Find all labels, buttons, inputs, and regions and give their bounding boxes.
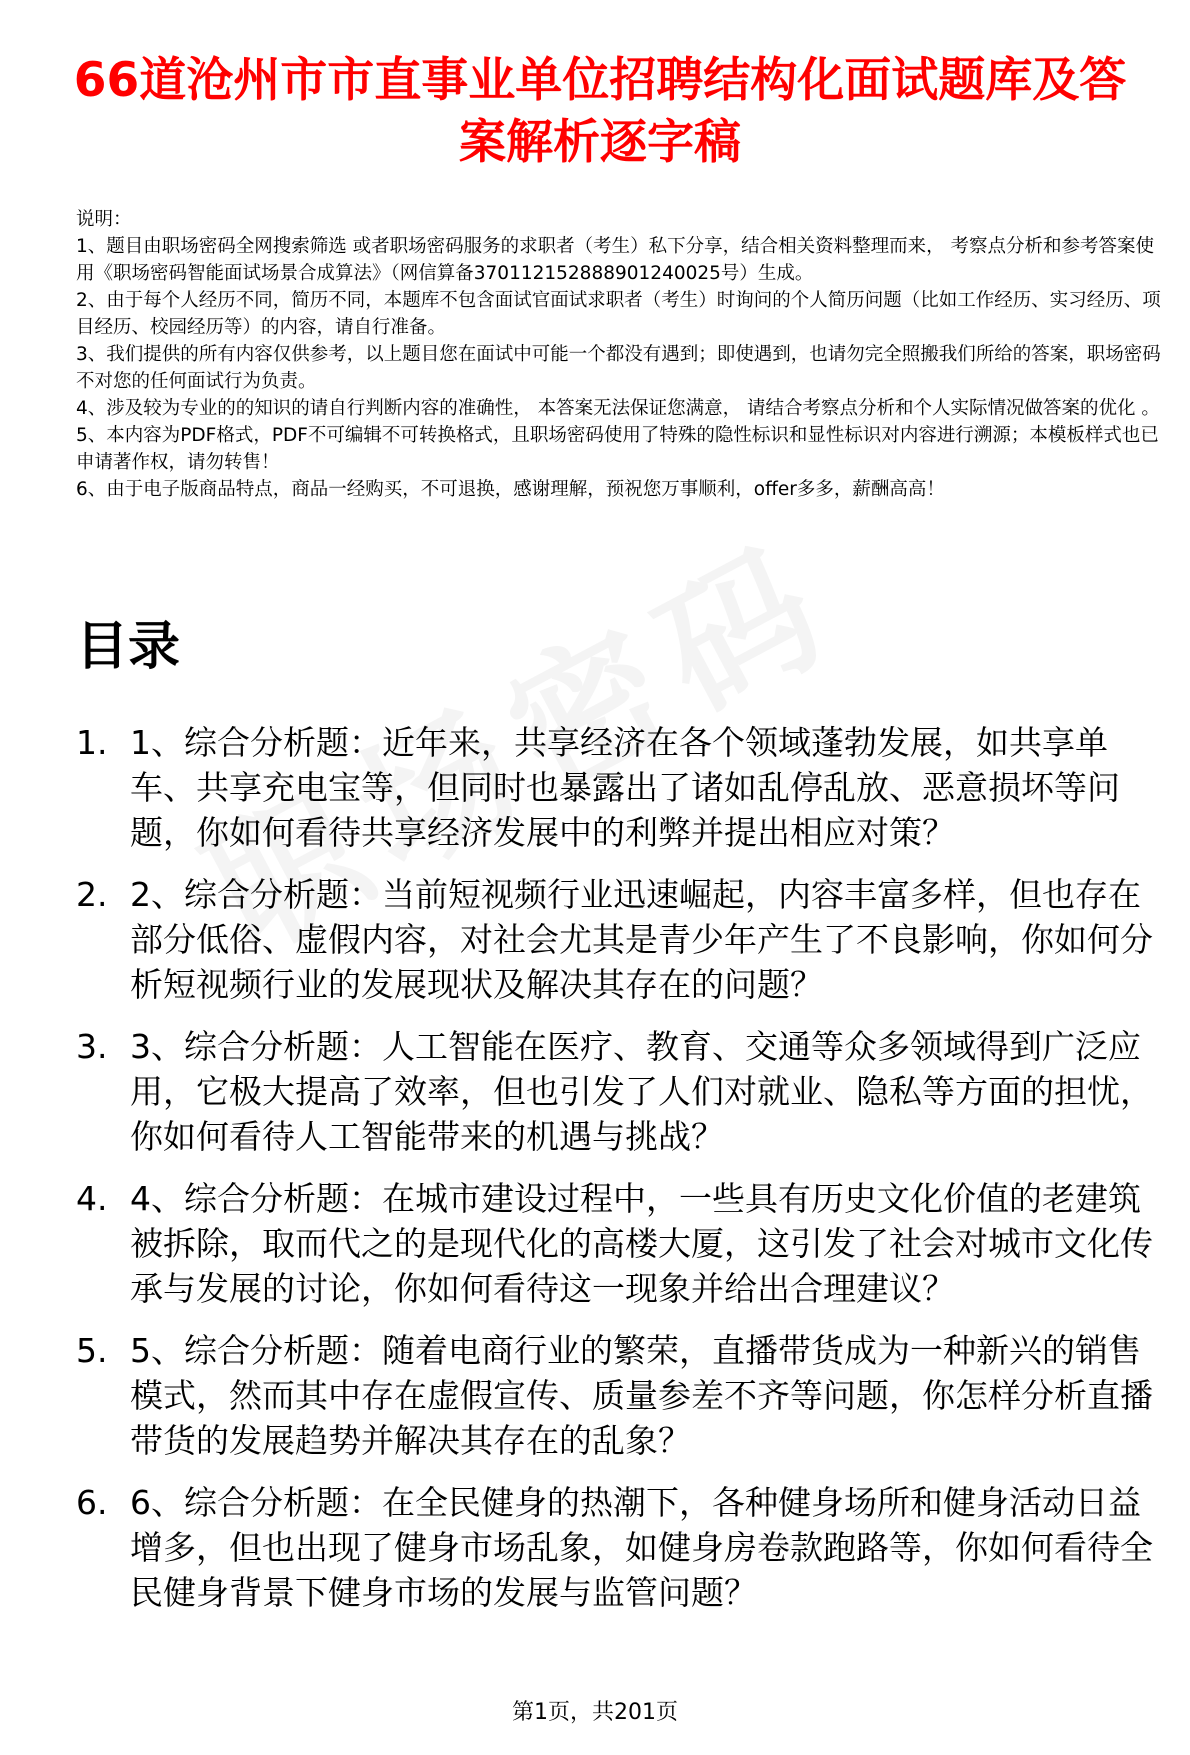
toc-item[interactable] — [76, 1176, 1170, 1311]
note-item: 5、本内容为PDF格式，PDF不可编辑不可转换格式，且职场密码使用了特殊的隐性标识和显性标识对内容进行溯源；本模板样式也已申请著作权，请勿转售！ — [76, 425, 1159, 473]
note-item: 6、由于电子版商品特点，商品一经购买，不可退换，感谢理解，预祝您万事顺利，offer多多，薪酬高高！ — [76, 479, 945, 500]
toc-item-text[interactable]: 6、综合分析题：在全民健身的热潮下，各种健身场所和健身活动日益增多，但也出现了健身市场乱象，如健身房卷款跑路等，你如何看待全民健身背景下健身市场的发展与监管问题？ — [130, 1483, 1153, 1612]
toc-item-number: 4. — [76, 1179, 108, 1218]
toc-item-number: 3. — [76, 1027, 108, 1066]
toc-item-text[interactable]: 5、综合分析题：随着电商行业的繁荣，直播带货成为一种新兴的销售模式，然而其中存在虚假宣传、质量参差不齐等问题，你怎样分析直播带货的发展趋势并解决其存在的乱象？ — [130, 1331, 1153, 1460]
document-title: 66道沧州市市直事业单位招聘结构化面试题库及答案解析逐字稿 — [73, 53, 1127, 170]
toc-item-text[interactable]: 2、综合分析题：当前短视频行业迅速崛起，内容丰富多样，但也存在部分低俗、虚假内容，对社会尤其是青少年产生了不良影响，你如何分析短视频行业的发展现状及解决其存在的问题？ — [130, 875, 1153, 1004]
note-item: 4、涉及较为专业的的知识的请自行判断内容的准确性， 本答案无法保证您满意， 请结合考察点分析和个人实际情况做答案的优化 。 — [76, 398, 1160, 419]
toc-list — [76, 720, 1170, 1632]
toc-item[interactable] — [76, 1480, 1170, 1615]
toc-item[interactable] — [76, 1328, 1170, 1463]
note-item: 2、由于每个人经历不同，简历不同，本题库不包含面试官面试求职者（考生）时询问的个人简历问题（比如工作经历、实习经历、项目经历、校园经历等）的内容，请自行准备。 — [76, 290, 1161, 338]
notes-heading: 说明： — [76, 209, 132, 230]
toc-item-text[interactable]: 4、综合分析题：在城市建设过程中，一些具有历史文化价值的老建筑被拆除，取而代之的是现代化的高楼大厦，这引发了社会对城市文化传承与发展的讨论，你如何看待这一现象并给出合理建议？ — [130, 1179, 1153, 1308]
toc-heading: 目录 — [76, 617, 181, 677]
toc-item-number: 1. — [76, 723, 108, 762]
toc-item-number: 6. — [76, 1483, 108, 1522]
notes-section — [76, 206, 1166, 503]
toc-item[interactable] — [76, 1024, 1170, 1159]
toc-item-number: 5. — [76, 1331, 108, 1370]
toc-item-text[interactable]: 3、综合分析题：人工智能在医疗、教育、交通等众多领域得到广泛应用，它极大提高了效率，但也引发了人们对就业、隐私等方面的担忧，你如何看待人工智能带来的机遇与挑战？ — [130, 1027, 1153, 1156]
toc-item-number: 2. — [76, 875, 108, 914]
page-number: 第1页，共201页 — [512, 1700, 678, 1725]
note-item: 1、题目由职场密码全网搜索筛选 或者职场密码服务的求职者（考生）私下分享，结合相关资料整理而来， 考察点分析和参考答案使用《职场密码智能面试场景合成算法》（网信算备370112152888901240025号）生成。 — [76, 236, 1155, 284]
toc-item-text[interactable]: 1、综合分析题：近年来，共享经济在各个领域蓬勃发展，如共享单车、共享充电宝等，但同时也暴露出了诸如乱停乱放、恶意损坏等问题，你如何看待共享经济发展中的利弊并提出相应对策？ — [130, 723, 1120, 852]
note-item: 3、我们提供的所有内容仅供参考，以上题目您在面试中可能一个都没有遇到；即使遇到，也请勿完全照搬我们所给的答案，职场密码不对您的任何面试行为负责。 — [76, 344, 1161, 392]
toc-item[interactable] — [76, 720, 1170, 855]
toc-item[interactable] — [76, 872, 1170, 1007]
